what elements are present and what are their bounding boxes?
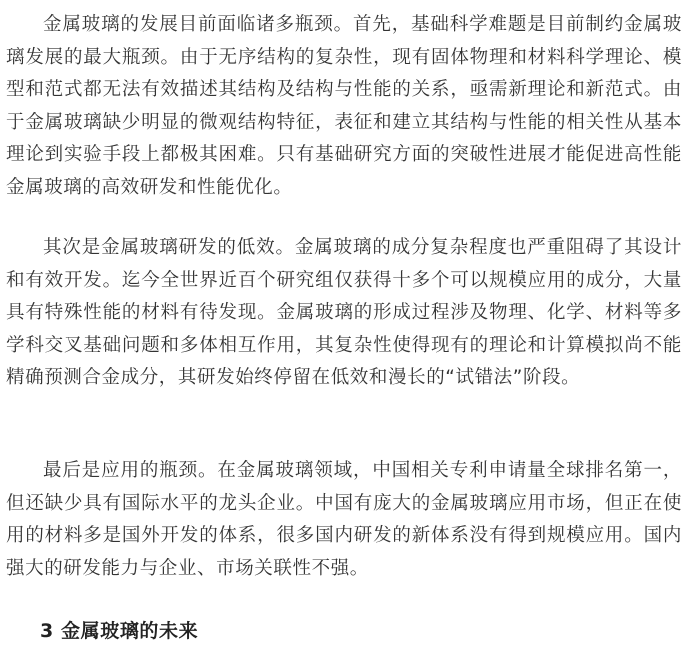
paragraph-rd-inefficiency: 其次是金属玻璃研发的低效。金属玻璃的成分复杂程度也严重阻碍了其设计和有效开发。迄今全世界近百个研究组仅获得十多个可以规模应用的成分，大量具有特殊性能的材料有待发现。金属玻璃的形成过程涉及物理、化学、材料等多学科交叉基础问题和多体相互作用，其复杂性使得现有的理论和计算模拟尚不能精确预测合金成分，其研发始终停留在低效和漫长的“试错法”阶段。	[6, 237, 682, 389]
paragraph-development-bottlenecks: 金属玻璃的发展目前面临诸多瓶颈。首先，基础科学难题是目前制约金属玻璃发展的最大瓶颈。由于无序结构的复杂性，现有固体物理和材料科学理论、模型和范式都无法有效描述其结构及结构与性能的关系，亟需新理论和新范式。由于金属玻璃缺少明显的微观结构特征，表征和建立其结构与性能的相关性从基本理论到实验手段上都极其困难。只有基础研究方面的突破性进展才能促进高性能金属玻璃的高效研发和性能优化。	[6, 14, 682, 198]
paragraph-application-bottleneck: 最后是应用的瓶颈。在金属玻璃领域，中国相关专利申请量全球排名第一，但还缺少具有国际水平的龙头企业。中国有庞大的金属玻璃应用市场，但正在使用的材料多是国外开发的体系，很多国内研发的新体系没有得到规模应用。国内强大的研发能力与企业、市场关联性不强。	[6, 460, 682, 579]
section-heading: 3 金属玻璃的未来	[40, 620, 199, 642]
